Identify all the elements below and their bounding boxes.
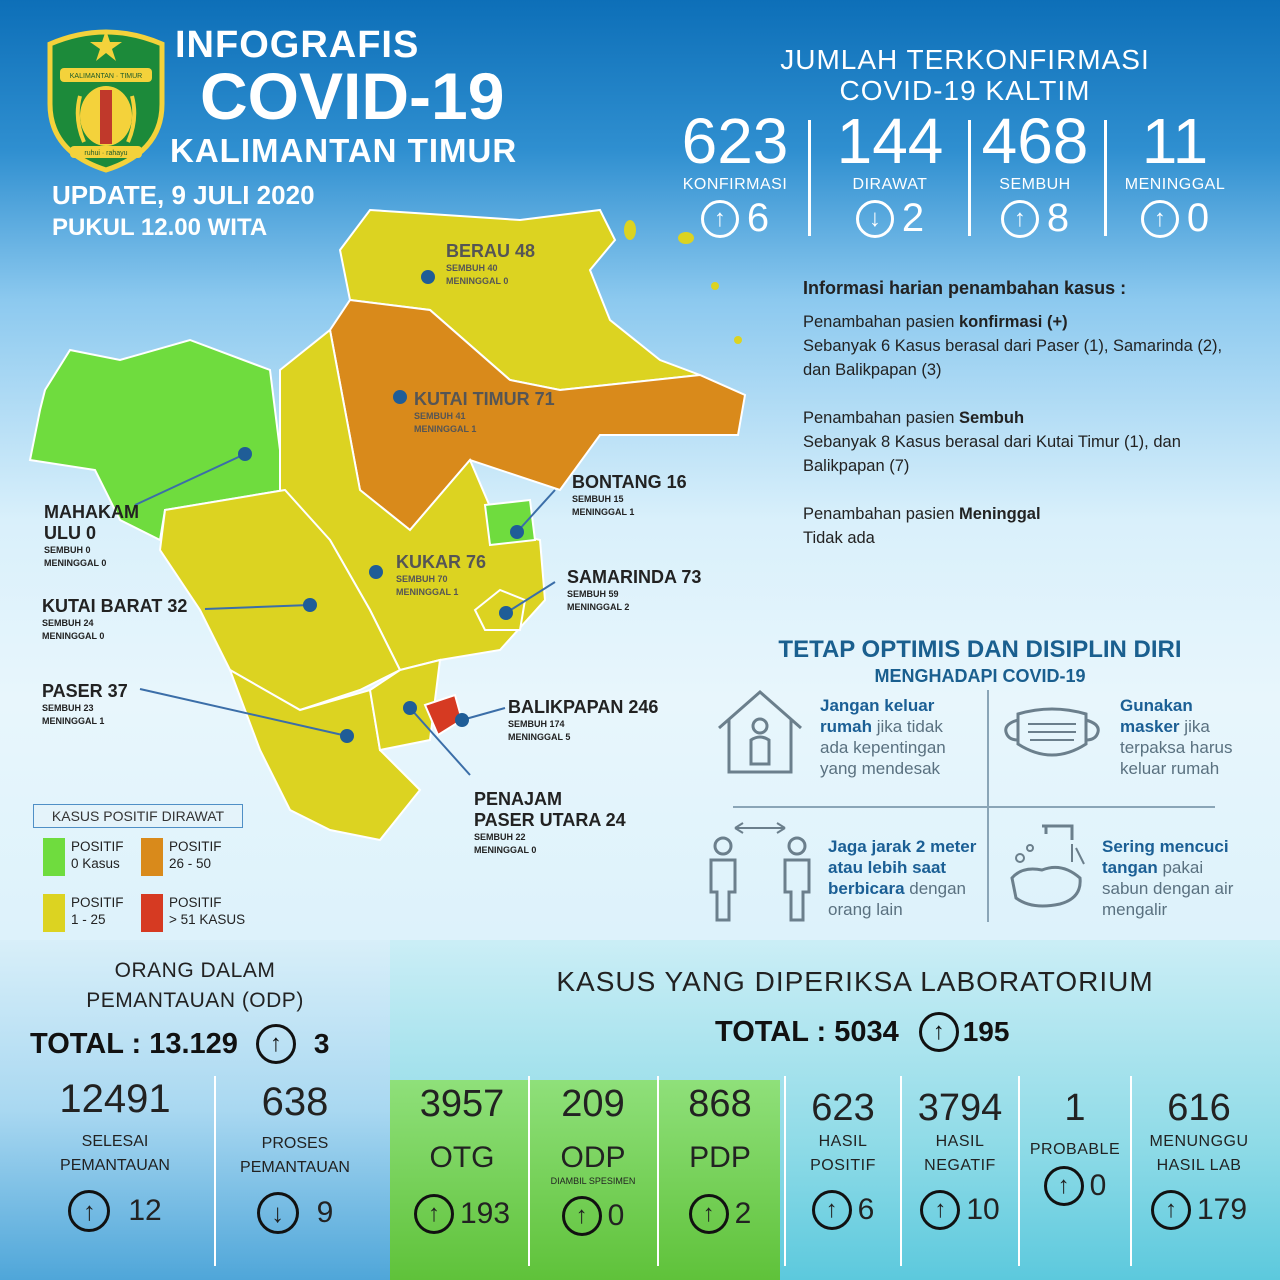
lab-value: 868 — [688, 1083, 752, 1125]
region-meninggal: MENINGGAL 0 — [44, 558, 107, 568]
region-name: PENAJAM — [474, 789, 563, 809]
arrow-up-icon: ↑ — [1044, 1166, 1084, 1206]
lab-change: 6 — [857, 1193, 875, 1226]
social-distance-icon — [705, 822, 815, 924]
lab-label: HASIL — [818, 1133, 868, 1150]
lab-label: HASIL — [935, 1133, 985, 1150]
svg-text:KALIMANTAN · TIMUR: KALIMANTAN · TIMUR — [69, 73, 143, 80]
lab-sublabel: DIAMBIL SPESIMEN — [550, 1176, 636, 1186]
tip-bold: Gunakan masker — [1120, 696, 1193, 736]
tip-text: jika tidak ada kepentingan yang mendesak — [820, 717, 946, 778]
stat-value: 11 — [1141, 105, 1209, 177]
title-covid: COVID-19 — [200, 59, 505, 133]
region-name: KUTAI TIMUR 71 — [414, 389, 555, 409]
region-label-samarinda — [567, 567, 701, 614]
stat-label: KONFIRMASI — [682, 176, 788, 193]
stat-divider — [1104, 120, 1107, 236]
island-shape — [678, 232, 694, 244]
lab-value: 3957 — [419, 1083, 505, 1125]
odp-label: SELESAI — [81, 1133, 149, 1150]
arrow-up-icon: ↑ — [68, 1190, 110, 1232]
map-marker — [455, 713, 469, 727]
daily-info-heading: Informasi harian penambahan kasus : — [803, 278, 1127, 298]
info-text: Sebanyak 8 Kasus berasal dari Kutai Timur (1), dan Balikpapan (7) — [803, 433, 1181, 475]
odp-divider — [214, 1076, 216, 1266]
lab-change: 179 — [1196, 1193, 1248, 1226]
map-marker — [421, 270, 435, 284]
stat-value: 144 — [836, 105, 944, 177]
info-prefix: Penambahan pasien — [803, 409, 959, 427]
arrow-up-icon: ↑ — [1001, 200, 1039, 238]
lab-change: 0 — [607, 1199, 625, 1232]
stat-change: 2 — [901, 196, 925, 240]
svg-text:ruhui · rahayu: ruhui · rahayu — [84, 150, 128, 157]
arrow-up-icon: ↑ — [689, 1194, 729, 1234]
lab-label: ODP — [560, 1141, 626, 1174]
odp-label: PEMANTAUAN — [60, 1157, 170, 1174]
lab-change: 10 — [966, 1193, 1000, 1226]
legend-label: POSITIF — [169, 839, 222, 854]
lab-col-probable — [1022, 1086, 1128, 1206]
legend-item — [141, 894, 245, 932]
map-marker — [340, 729, 354, 743]
lab-value: 1 — [1064, 1087, 1086, 1129]
region-name: KUTAI BARAT 32 — [42, 596, 188, 616]
region-sembuh: SEMBUH 70 — [396, 574, 448, 584]
region-name: PASER UTARA 24 — [474, 810, 626, 830]
legend-label: POSITIF — [71, 895, 124, 910]
region-label-balikpapan — [508, 697, 658, 744]
arrow-up-icon: ↑ — [701, 200, 739, 238]
optimis-heading — [700, 636, 1260, 687]
region-meninggal: MENINGGAL 2 — [567, 602, 630, 612]
odp-label: PEMANTAUAN — [240, 1159, 350, 1176]
odp-title — [0, 956, 390, 1016]
legend-range: > 51 KASUS — [169, 912, 246, 927]
legend-range: 26 - 50 — [169, 856, 212, 871]
tip-text: pakai sabun dengan air mengalir — [1102, 858, 1234, 919]
island-shape — [624, 220, 636, 240]
region-sembuh: SEMBUH 24 — [42, 618, 94, 628]
arrow-up-icon: ↑ — [256, 1024, 296, 1064]
legend-swatch — [43, 894, 65, 932]
odp-col-proses — [220, 1076, 370, 1234]
confirmed-heading-line1: JUMLAH TERKONFIRMASI — [780, 44, 1150, 75]
info-konfirmasi — [803, 310, 1243, 382]
lab-label: OTG — [429, 1141, 495, 1174]
region-meninggal: MENINGGAL 1 — [414, 424, 477, 434]
arrow-up-icon: ↑ — [414, 1194, 454, 1234]
odp-change: 9 — [316, 1196, 334, 1229]
lab-divider — [528, 1076, 530, 1266]
info-prefix: Penambahan pasien — [803, 505, 959, 523]
lab-value: 3794 — [917, 1087, 1003, 1129]
region-label-bontang — [572, 472, 687, 519]
confirmed-heading — [700, 44, 1230, 106]
tip-text: jika terpaksa harus keluar rumah — [1120, 717, 1233, 778]
info-bold: Meninggal — [958, 505, 1041, 523]
stat-label: SEMBUH — [999, 176, 1071, 193]
title-infografis: INFOGRAFIS — [175, 24, 420, 66]
arrow-up-icon: ↑ — [812, 1190, 852, 1230]
tips-divider-h — [733, 806, 1215, 808]
house-icon — [713, 686, 807, 778]
odp-label: PROSES — [261, 1135, 329, 1152]
region-meninggal: MENINGGAL 0 — [42, 631, 105, 641]
region-sembuh: SEMBUH 22 — [474, 832, 526, 842]
region-sembuh: SEMBUH 23 — [42, 703, 94, 713]
region-label-mahakam-ulu — [44, 502, 139, 570]
tips-divider-v — [987, 690, 989, 922]
legend-title: KASUS POSITIF DIRAWAT — [33, 804, 243, 828]
region-name: BONTANG 16 — [572, 472, 687, 492]
region-label-kutai-barat — [42, 596, 187, 643]
optimis-title: TETAP OPTIMIS DAN DISIPLIN DIRI — [778, 636, 1182, 663]
odp-title-line1: ORANG DALAM — [114, 959, 276, 982]
lab-divider — [900, 1076, 902, 1266]
odp-total-change: 3 — [313, 1028, 330, 1059]
stat-sembuh — [970, 105, 1100, 241]
region-sembuh: SEMBUH 59 — [567, 589, 619, 599]
info-sembuh — [803, 406, 1243, 478]
odp-total — [30, 1024, 330, 1064]
lab-value: 616 — [1167, 1087, 1231, 1129]
tip-wash-hands — [1102, 836, 1252, 920]
stat-value: 623 — [681, 105, 789, 177]
lab-change: 0 — [1089, 1169, 1107, 1202]
lab-divider — [784, 1076, 786, 1266]
stat-label: MENINGGAL — [1124, 176, 1226, 193]
region-meninggal: MENINGGAL 1 — [42, 716, 105, 726]
lab-divider — [657, 1076, 659, 1266]
map-marker — [393, 390, 407, 404]
tip-distance — [828, 836, 983, 920]
hand-wash-icon — [1002, 818, 1090, 914]
legend-label: POSITIF — [169, 895, 222, 910]
map-marker — [510, 525, 524, 539]
region-bontang — [485, 500, 535, 545]
legend-swatch — [141, 838, 163, 876]
arrow-down-icon: ↓ — [257, 1192, 299, 1234]
arrow-up-icon: ↑ — [920, 1190, 960, 1230]
island-shape — [734, 336, 742, 344]
map-marker — [238, 447, 252, 461]
stat-change: 0 — [1186, 196, 1210, 240]
region-meninggal: MENINGGAL 1 — [396, 587, 459, 597]
region-name: MAHAKAM — [44, 502, 139, 522]
region-name: BALIKPAPAN 246 — [508, 697, 659, 717]
stat-change: 8 — [1046, 196, 1070, 240]
info-prefix: Penambahan pasien — [803, 313, 959, 331]
legend-swatch — [43, 838, 65, 876]
info-meninggal — [803, 502, 1243, 550]
stat-divider — [808, 120, 811, 236]
legend-swatch — [141, 894, 163, 932]
lab-total-label: TOTAL : 5034 — [715, 1015, 899, 1048]
legend-label: POSITIF — [71, 839, 124, 854]
title-province: KALIMANTAN TIMUR — [170, 132, 518, 169]
lab-label: PDP — [689, 1141, 751, 1174]
tip-bold: Sering mencuci tangan — [1102, 837, 1229, 877]
map-marker — [369, 565, 383, 579]
lab-label: POSITIF — [810, 1157, 876, 1174]
tip-stay-home — [820, 695, 970, 779]
tip-use-mask — [1120, 695, 1250, 779]
odp-title-line2: PEMANTAUAN (ODP) — [86, 989, 304, 1012]
legend-range: 1 - 25 — [71, 912, 106, 927]
arrow-down-icon: ↓ — [856, 200, 894, 238]
map-marker — [303, 598, 317, 612]
update-date-value: 9 JULI 2020 — [171, 180, 315, 210]
map-marker — [403, 701, 417, 715]
info-bold: konfirmasi (+) — [958, 313, 1068, 331]
info-text: Sebanyak 6 Kasus berasal dari Paser (1), Samarinda (2), dan Balikpapan (3) — [803, 337, 1223, 379]
confirmed-heading-line2: COVID-19 KALTIM — [839, 75, 1091, 106]
lab-divider — [1130, 1076, 1132, 1266]
lab-col-negatif — [904, 1086, 1016, 1230]
region-name: KUKAR 76 — [396, 552, 487, 572]
optimis-subtitle: MENGHADAPI COVID-19 — [874, 666, 1086, 686]
region-name: SAMARINDA 73 — [567, 567, 702, 587]
legend-item — [141, 838, 222, 876]
region-meninggal: MENINGGAL 5 — [508, 732, 571, 742]
lab-label: HASIL LAB — [1156, 1157, 1242, 1174]
provincial-emblem-logo — [44, 24, 168, 174]
info-text: Tidak ada — [803, 529, 875, 547]
map-marker — [499, 606, 513, 620]
region-sembuh: SEMBUH 40 — [446, 263, 498, 273]
odp-value: 12491 — [59, 1077, 171, 1121]
tip-bold: Jangan keluar rumah — [820, 696, 935, 736]
region-name: ULU 0 — [44, 523, 97, 543]
lab-change: 2 — [734, 1197, 752, 1230]
odp-value: 638 — [261, 1080, 329, 1124]
lab-label: MENUNGGU — [1149, 1133, 1249, 1150]
tip-bold: Jaga jarak 2 meter atau lebih saat berbicara — [828, 837, 977, 898]
arrow-up-icon: ↑ — [562, 1196, 602, 1236]
region-sembuh: SEMBUH 0 — [44, 545, 91, 555]
lab-col-pdp — [660, 1082, 780, 1234]
update-time: PUKUL 12.00 WITA — [52, 214, 268, 241]
lab-label: PROBABLE — [1029, 1141, 1121, 1158]
lab-col-menunggu — [1134, 1086, 1264, 1230]
arrow-up-icon: ↑ — [919, 1012, 959, 1052]
tip-text: dengan orang lain — [828, 879, 966, 919]
region-meninggal: MENINGGAL 0 — [446, 276, 509, 286]
region-meninggal: MENINGGAL 1 — [572, 507, 635, 517]
odp-change: 12 — [128, 1194, 162, 1227]
stat-value: 468 — [981, 105, 1089, 177]
region-name: PASER 37 — [42, 681, 128, 701]
lab-col-positif — [788, 1086, 898, 1230]
region-label-berau — [446, 241, 535, 288]
lab-col-otg — [400, 1082, 524, 1234]
stat-dirawat — [825, 105, 955, 241]
lab-label: NEGATIF — [924, 1157, 996, 1174]
region-sembuh: SEMBUH 41 — [414, 411, 466, 421]
arrow-up-icon: ↑ — [1141, 200, 1179, 238]
lab-value: 209 — [561, 1083, 625, 1125]
region-label-kukar — [396, 552, 486, 599]
region-sembuh: SEMBUH 174 — [508, 719, 565, 729]
daily-info — [803, 276, 1243, 574]
region-label-paser — [42, 681, 128, 728]
region-label-kutai-timur — [414, 389, 555, 436]
arrow-up-icon: ↑ — [1151, 1190, 1191, 1230]
lab-col-odp — [532, 1082, 654, 1236]
island-shape — [711, 282, 719, 290]
region-label-ppu — [474, 789, 626, 857]
region-name: BERAU 48 — [446, 241, 536, 261]
map-legend — [33, 804, 243, 828]
update-label: UPDATE, — [52, 180, 165, 210]
lab-total-change: 195 — [962, 1016, 1010, 1047]
mask-icon — [1000, 700, 1104, 770]
stat-meninggal — [1110, 105, 1240, 241]
legend-item — [43, 838, 124, 876]
odp-total-label: TOTAL : 13.129 — [30, 1027, 238, 1060]
lab-divider — [1018, 1076, 1020, 1266]
region-sembuh: SEMBUH 15 — [572, 494, 624, 504]
info-bold: Sembuh — [958, 409, 1025, 427]
stat-label: DIRAWAT — [852, 176, 928, 193]
legend-item — [43, 894, 124, 932]
lab-value: 623 — [811, 1087, 875, 1129]
legend-range: 0 Kasus — [71, 856, 120, 871]
lab-total — [715, 1012, 1009, 1052]
lab-change: 193 — [459, 1197, 511, 1230]
odp-col-selesai — [20, 1076, 210, 1232]
lab-title: KASUS YANG DIPERIKSA LABORATORIUM — [556, 966, 1154, 997]
stat-change: 6 — [746, 196, 770, 240]
region-meninggal: MENINGGAL 0 — [474, 845, 537, 855]
